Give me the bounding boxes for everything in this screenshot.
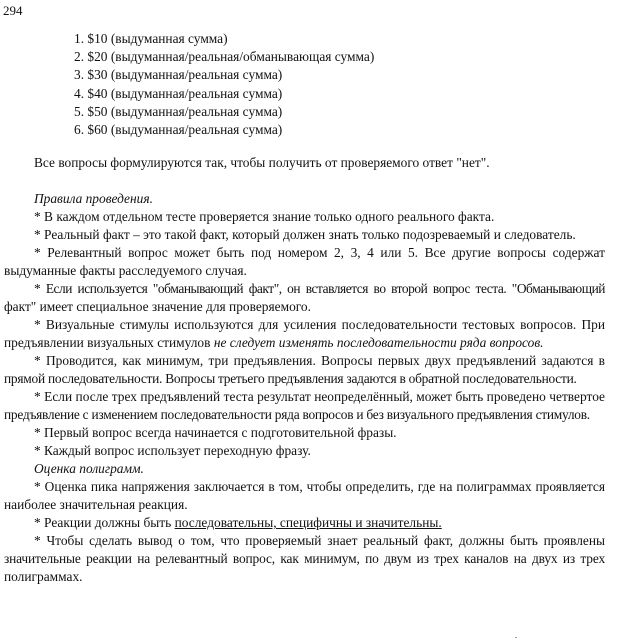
evaluation-3-line-2: значительные реакции на релевантный вопрос, как минимум, по двум из трех каналов на двух из трех [4, 551, 605, 566]
rule-7-line-2: предъявление с изменением последовательности ряда вопросов и без визуального предъявления стимулов. [4, 407, 590, 422]
rule-5-plain-text: предъявлении визуальных стимулов [4, 335, 214, 350]
list-item: 1. $10 (выдуманная сумма) [74, 31, 228, 46]
list-item: 3. $30 (выдуманная/реальная сумма) [74, 67, 283, 83]
rule-7-line-1: * Если после трех предъявлений теста результат неопределённый, может быть проведено четвертое [34, 389, 605, 404]
rule-6-line-2: прямой последовательности. Вопросы третьего предъявления задаются в обратной последовательности. [4, 371, 577, 386]
scan-speck [515, 637, 517, 638]
rule-5-line-2 [4, 334, 544, 351]
rules-heading: Правила проведения. [34, 191, 153, 206]
list-item: 6. $60 (выдуманная/реальная сумма) [74, 121, 283, 137]
rule-5-italic-text: не следует изменять последовательности ряда вопросов. [213, 335, 544, 350]
list-item: 2. $20 (выдуманная/реальная/обманывающая сумма) [74, 49, 375, 65]
evaluation-1-line-1: * Оценка пика напряжения заключается в том, чтобы определить, где на полиграммах проявляется [34, 479, 605, 494]
intro-paragraph: Все вопросы формулируются так, чтобы получить от проверяемого ответ "нет". [34, 155, 490, 170]
evaluation-1-line-2: наиболее значительная реакция. [4, 497, 188, 512]
amount-list [74, 30, 374, 139]
evaluation-3-line-3: полиграммах. [4, 569, 83, 584]
evaluation-heading: Оценка полиграмм. [34, 461, 144, 476]
rule-9: * Каждый вопрос использует переходную фразу. [34, 443, 311, 458]
page-number: 294 [3, 3, 23, 18]
list-item: 5. $50 (выдуманная/реальная сумма) [74, 103, 283, 119]
rule-8: * Первый вопрос всегда начинается с подготовительной фразы. [34, 425, 397, 440]
rule-4-line-1: * Если используется "обманывающий факт", он вставляется во второй вопрос теста. "Обманывающий [34, 281, 605, 296]
rule-6-line-1: * Проводится, как минимум, три предъявления. Вопросы первых двух предъявлений задаются в [34, 353, 605, 368]
rule-3-line-1: * Релевантный вопрос может быть под номером 2, 3, 4 или 5. Все другие вопросы содержат [34, 245, 605, 260]
evaluation-2-plain-text: * Реакции должны быть [34, 515, 175, 530]
rule-1: * В каждом отдельном тесте проверяется знание только одного реального факта. [34, 209, 495, 224]
evaluation-2-underlined-text: последовательны, специфичны и значительны. [174, 515, 442, 530]
evaluation-3-line-1: * Чтобы сделать вывод о том, что проверяемый знает реальный факт, должны быть проявлены [34, 533, 605, 548]
rule-2: * Реальный факт – это такой факт, который должен знать только подозреваемый и следователь. [34, 227, 576, 242]
rule-5-line-1: * Визуальные стимулы используются для усиления последовательности тестовых вопросов. При [34, 317, 605, 332]
evaluation-2 [34, 514, 442, 531]
list-item: 4. $40 (выдуманная/реальная сумма) [74, 85, 283, 101]
rule-3-line-2: выдуманные факты расследуемого случая. [4, 263, 247, 278]
rule-4-line-2: факт" имеет специальное значение для проверяемого. [4, 299, 311, 314]
